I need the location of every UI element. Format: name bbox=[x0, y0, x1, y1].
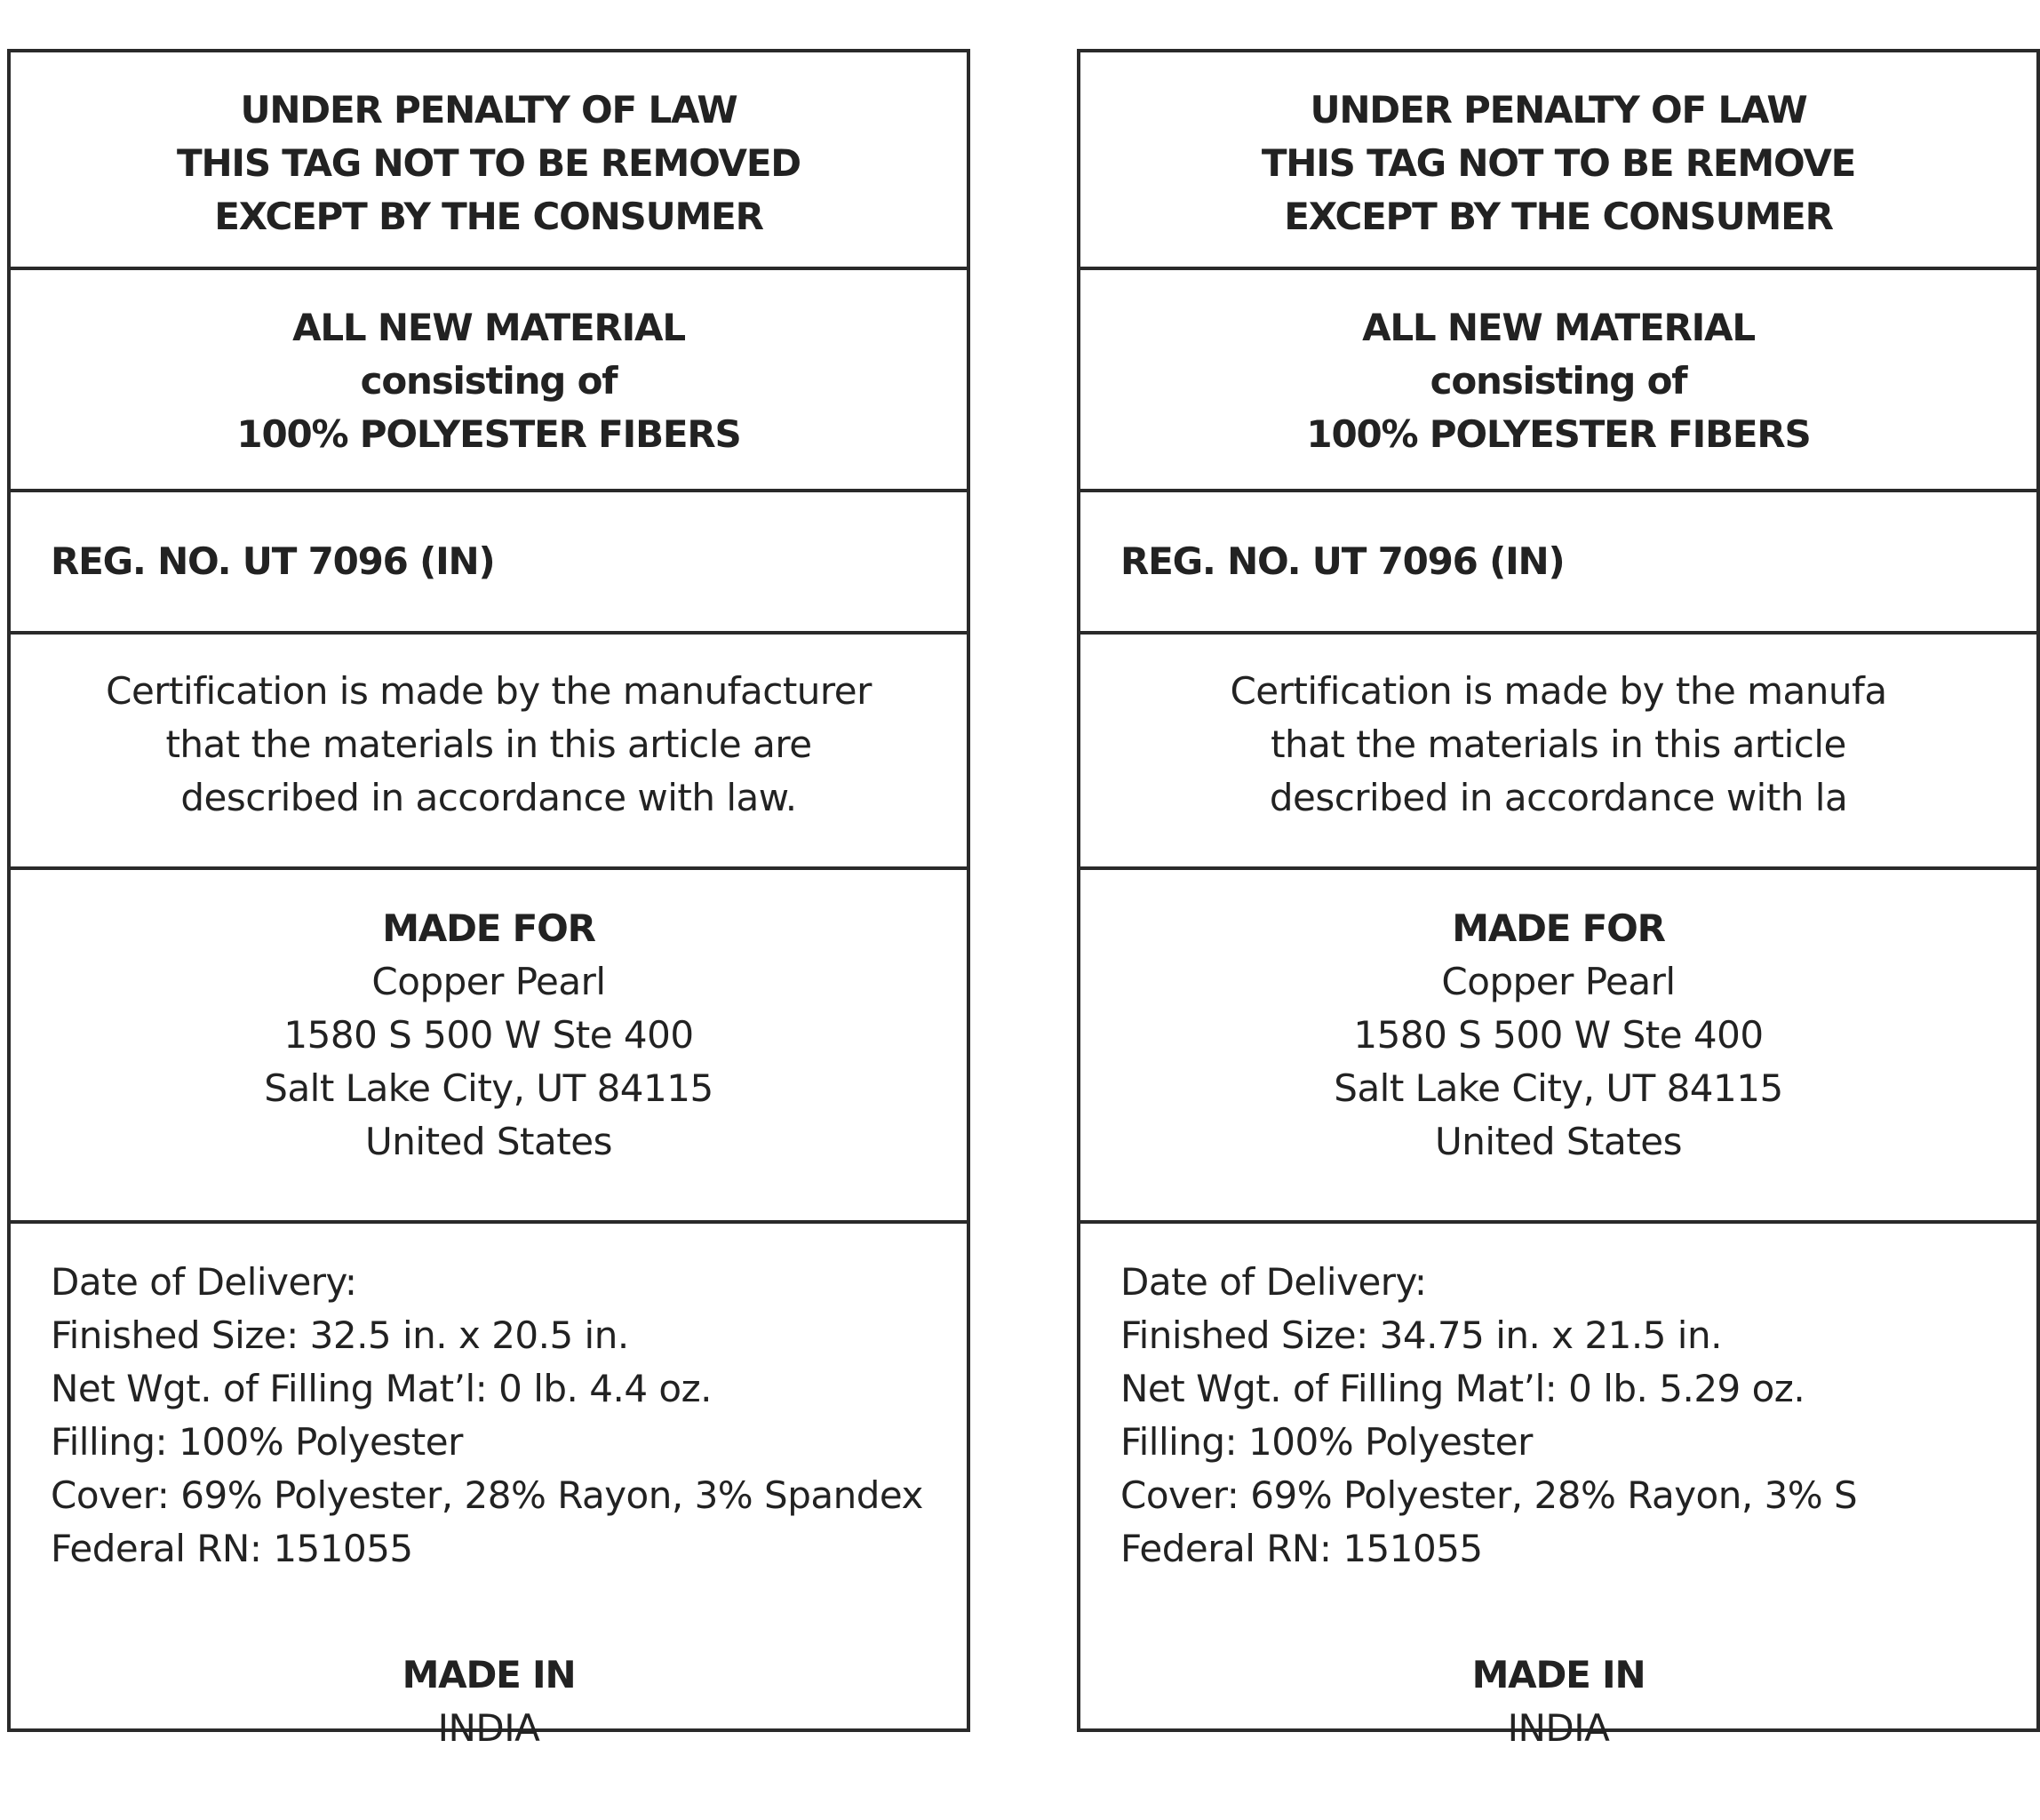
made-in-block bbox=[1080, 1648, 2036, 1755]
details-list bbox=[51, 1256, 967, 1576]
made-for-heading: MADE FOR bbox=[1452, 906, 1665, 950]
certification-line: that the materials in this article bbox=[1271, 722, 1846, 766]
certification-section bbox=[11, 635, 967, 870]
filling: Filling: 100% Polyester bbox=[51, 1420, 463, 1464]
warning-text bbox=[11, 84, 967, 243]
law-tag-left bbox=[7, 49, 970, 1750]
registration-text bbox=[1120, 535, 2036, 588]
address-city: Salt Lake City, UT 84115 bbox=[264, 1066, 713, 1110]
net-weight: Net Wgt. of Filling Mat’l: 0 lb. 4.4 oz. bbox=[51, 1367, 712, 1410]
warning-line: EXCEPT BY THE CONSUMER bbox=[1284, 195, 1833, 238]
address-street: 1580 S 500 W Ste 400 bbox=[1353, 1013, 1764, 1057]
details-section bbox=[1080, 1224, 2036, 1750]
warning-line: EXCEPT BY THE CONSUMER bbox=[214, 195, 763, 238]
details-list bbox=[1120, 1256, 2036, 1576]
warning-text bbox=[1080, 84, 2036, 243]
federal-rn: Federal RN: 151055 bbox=[51, 1527, 413, 1570]
registration-text bbox=[51, 535, 967, 588]
made-for-heading: MADE FOR bbox=[382, 906, 595, 950]
made-for-section bbox=[1080, 870, 2036, 1224]
certification-text bbox=[1080, 665, 2036, 825]
warning-line: THIS TAG NOT TO BE REMOVED bbox=[177, 141, 801, 185]
warning-line: UNDER PENALTY OF LAW bbox=[1310, 88, 1807, 132]
material-text bbox=[1080, 301, 2036, 461]
registration-section bbox=[1080, 492, 2036, 635]
registration-section bbox=[11, 492, 967, 635]
address-street: 1580 S 500 W Ste 400 bbox=[283, 1013, 694, 1057]
material-section bbox=[11, 270, 967, 492]
cover: Cover: 69% Polyester, 28% Rayon, 3% Spandex bbox=[51, 1473, 923, 1517]
made-in-block bbox=[11, 1648, 967, 1755]
certification-line: described in accordance with law. bbox=[180, 776, 797, 819]
address-country: United States bbox=[1435, 1120, 1682, 1163]
material-line: ALL NEW MATERIAL bbox=[292, 306, 685, 349]
made-in-heading: MADE IN bbox=[1471, 1653, 1646, 1696]
certification-line: that the materials in this article are bbox=[165, 722, 812, 766]
address-city: Salt Lake City, UT 84115 bbox=[1334, 1066, 1783, 1110]
warning-line: UNDER PENALTY OF LAW bbox=[240, 88, 737, 132]
finished-size: Finished Size: 32.5 in. x 20.5 in. bbox=[51, 1313, 629, 1357]
certification-section bbox=[1080, 635, 2036, 870]
material-line: 100% POLYESTER FIBERS bbox=[236, 412, 741, 456]
material-line: 100% POLYESTER FIBERS bbox=[1306, 412, 1811, 456]
warning-section bbox=[1080, 52, 2036, 270]
registration-number: REG. NO. UT 7096 (IN) bbox=[51, 539, 495, 583]
certification-text bbox=[11, 665, 967, 825]
finished-size: Finished Size: 34.75 in. x 21.5 in. bbox=[1120, 1313, 1722, 1357]
company-name: Copper Pearl bbox=[371, 960, 606, 1003]
details-section bbox=[11, 1224, 967, 1750]
material-line: ALL NEW MATERIAL bbox=[1362, 306, 1755, 349]
made-in-country: INDIA bbox=[437, 1706, 540, 1750]
date-of-delivery: Date of Delivery: bbox=[1120, 1260, 1427, 1304]
company-name: Copper Pearl bbox=[1441, 960, 1676, 1003]
certification-line: Certification is made by the manufacturer bbox=[106, 669, 872, 713]
made-for-text bbox=[1080, 902, 2036, 1169]
material-section bbox=[1080, 270, 2036, 492]
made-for-section bbox=[11, 870, 967, 1224]
warning-section bbox=[11, 52, 967, 270]
made-in-heading: MADE IN bbox=[402, 1653, 576, 1696]
net-weight: Net Wgt. of Filling Mat’l: 0 lb. 5.29 oz. bbox=[1120, 1367, 1805, 1410]
material-line: consisting of bbox=[1430, 359, 1687, 403]
warning-line: THIS TAG NOT TO BE REMOVE bbox=[1261, 141, 1856, 185]
date-of-delivery: Date of Delivery: bbox=[51, 1260, 357, 1304]
material-text bbox=[11, 301, 967, 461]
law-tag-right bbox=[1077, 49, 2040, 1750]
federal-rn: Federal RN: 151055 bbox=[1120, 1527, 1483, 1570]
cover: Cover: 69% Polyester, 28% Rayon, 3% S bbox=[1120, 1473, 1858, 1517]
made-in-country: INDIA bbox=[1507, 1706, 1610, 1750]
made-for-text bbox=[11, 902, 967, 1169]
registration-number: REG. NO. UT 7096 (IN) bbox=[1120, 539, 1565, 583]
filling: Filling: 100% Polyester bbox=[1120, 1420, 1533, 1464]
certification-line: described in accordance with la bbox=[1269, 776, 1848, 819]
material-line: consisting of bbox=[360, 359, 618, 403]
address-country: United States bbox=[365, 1120, 612, 1163]
certification-line: Certification is made by the manufa bbox=[1230, 669, 1887, 713]
